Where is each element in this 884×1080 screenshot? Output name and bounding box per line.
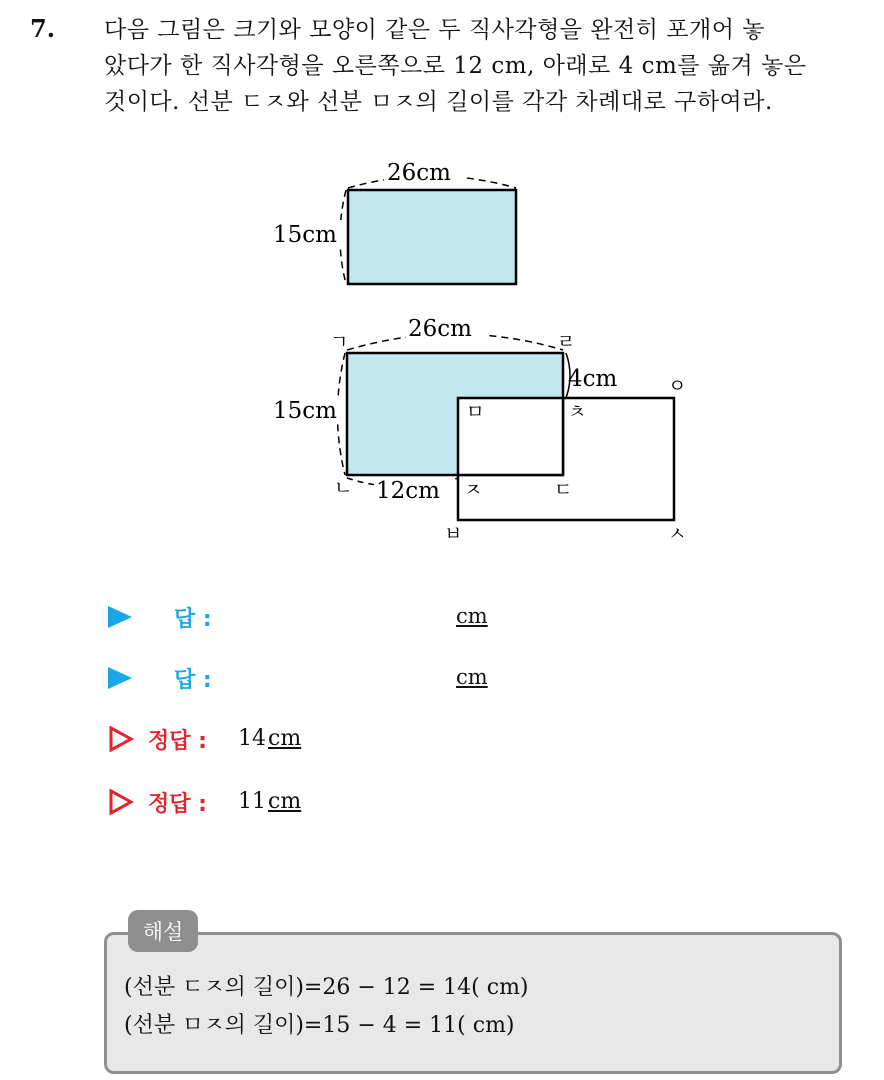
answer-arrow-icon <box>108 667 132 689</box>
question-line-3: 것이다. 선분 ㄷㅈ와 선분 ㅁㅈ의 길이를 각각 차례대로 구하여라. <box>104 89 773 115</box>
answer-label: 답 : <box>174 668 212 693</box>
point-d: ㄷ <box>554 479 573 501</box>
correct-value: 11cm <box>238 789 302 814</box>
shift-down-label: 4cm <box>568 366 618 392</box>
answer-row-2 <box>108 661 528 695</box>
point-n: ㄴ <box>334 477 353 499</box>
top-rectangle <box>348 190 516 284</box>
answer-arrow-icon <box>108 606 132 628</box>
explanation-box <box>104 932 842 1074</box>
point-s: ㅅ <box>668 523 687 545</box>
answer-row-1 <box>108 600 528 634</box>
top-width-label: 26cm <box>387 160 451 186</box>
point-ch: ㅊ <box>568 401 587 423</box>
explanation-tag: 해설 <box>128 910 198 952</box>
correct-label: 정답 : <box>148 729 207 754</box>
question-number: 7. <box>30 14 56 43</box>
correct-row-1 <box>108 722 428 756</box>
answer-unit: cm <box>456 665 488 689</box>
correct-value: 14cm <box>238 726 302 751</box>
top-height-label: 15cm <box>273 222 337 248</box>
question-line-1: 다음 그림은 크기와 모양이 같은 두 직사각형을 완전히 포개어 놓 <box>104 17 765 43</box>
bottom-width-label: 26cm <box>408 316 472 342</box>
question-line-2: 았다가 한 직사각형을 오른쪽으로 12 cm, 아래로 4 cm를 옮겨 놓은 <box>104 53 807 79</box>
correct-label: 정답 : <box>148 792 207 817</box>
point-o: ㅇ <box>668 375 687 397</box>
answer-unit: cm <box>456 604 488 628</box>
point-j: ㅈ <box>464 479 483 501</box>
point-r: ㄹ <box>557 331 576 353</box>
point-g: ㄱ <box>330 331 349 353</box>
shift-right-label: 12cm <box>376 478 440 504</box>
correct-arrow-icon <box>108 789 134 815</box>
explanation-line-2: (선분 ㅁㅈ의 길이)=15 − 4 = 11( cm) <box>124 1013 515 1038</box>
point-b: ㅂ <box>444 523 463 545</box>
answer-label: 답 : <box>174 607 212 632</box>
bottom-height-label: 15cm <box>273 398 337 424</box>
point-m: ㅁ <box>466 401 485 423</box>
explanation-line-1: (선분 ㄷㅈ의 길이)=26 − 12 = 14( cm) <box>124 975 529 1000</box>
correct-arrow-icon <box>108 726 134 752</box>
correct-row-2 <box>108 785 428 819</box>
